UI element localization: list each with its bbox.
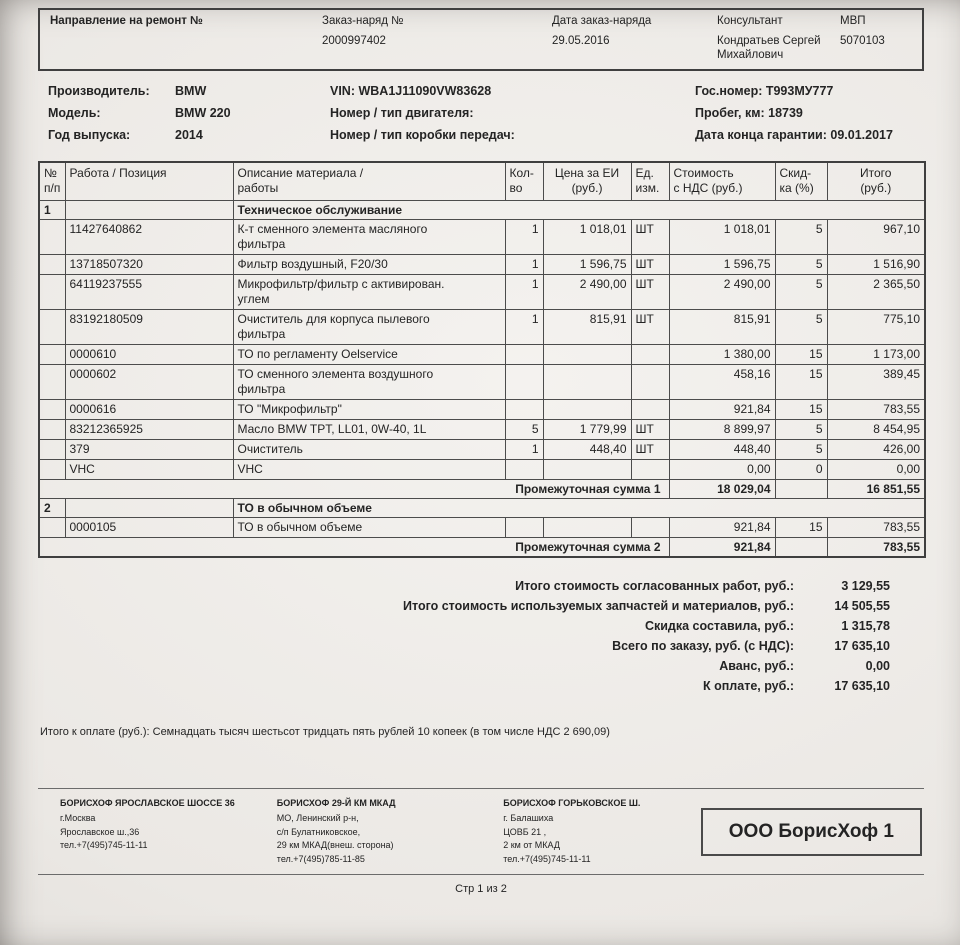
vehicle-row — [38, 80, 924, 102]
table-row — [39, 399, 925, 419]
totals-label: Всего по заказу, руб. (с НДС): — [612, 638, 794, 653]
cell-unit — [631, 344, 669, 364]
totals-value: 17 635,10 — [834, 678, 890, 693]
cell-npp — [39, 459, 65, 479]
branch-address-line: 29 км МКАД(внеш. сторона) — [276, 840, 394, 851]
cell-description: Масло BMW TPT, LL01, 0W-40, 1L — [233, 419, 505, 439]
cell-unit: ШТ — [631, 419, 669, 439]
cell-npp — [39, 344, 65, 364]
cell-description: ТО "Микрофильтр" — [233, 399, 505, 419]
cell-qty — [505, 399, 543, 419]
cell-qty: 1 — [505, 254, 543, 274]
table-row — [39, 309, 925, 344]
cell-total: 1 516,90 — [827, 254, 925, 274]
table-row — [39, 274, 925, 309]
year-label: Год выпуска: — [48, 127, 131, 142]
cell-npp — [39, 419, 65, 439]
subtotal-discount — [775, 537, 827, 557]
col-cost-vat: Стоимость с НДС (руб.) — [669, 162, 775, 201]
vin: VIN: WBA1J11090VW83628 — [330, 83, 492, 98]
cell-unit-price: 1 779,99 — [543, 419, 631, 439]
mileage: Пробег, км: 18739 — [695, 105, 803, 120]
subtotal-label: Промежуточная сумма 2 — [39, 537, 669, 557]
cell-cost: 1 380,00 — [669, 344, 775, 364]
table-row — [39, 459, 925, 479]
branch-address-line: МО, Ленинский р-н, — [276, 813, 359, 824]
order-header-box — [38, 8, 924, 71]
branch-address-line: тел.+7(495)745-11-11 — [60, 840, 148, 851]
col-unit: Ед. изм. — [631, 162, 669, 201]
cell-cost: 448,40 — [669, 439, 775, 459]
subtotal-row — [39, 537, 925, 557]
totals-block — [38, 576, 924, 696]
cell-npp — [39, 399, 65, 419]
cell-npp — [39, 364, 65, 399]
cell-discount: 5 — [775, 419, 827, 439]
totals-label: Итого стоимость используемых запчастей и материалов, руб.: — [403, 598, 794, 613]
consultant-cell — [717, 15, 840, 63]
cell-discount: 5 — [775, 274, 827, 309]
col-npp: № п/п — [39, 162, 65, 201]
warranty-end-date: Дата конца гарантии: 09.01.2017 — [695, 127, 893, 142]
cell-qty — [505, 344, 543, 364]
section-spacer — [65, 200, 233, 219]
cell-total: 775,10 — [827, 309, 925, 344]
section-number: 2 — [39, 498, 65, 517]
model-label: Модель: — [48, 105, 101, 120]
cell-cost: 8 899,97 — [669, 419, 775, 439]
year-value: 2014 — [175, 127, 203, 142]
cell-unit-price — [543, 459, 631, 479]
mvp-cell — [840, 15, 922, 63]
section-number: 1 — [39, 200, 65, 219]
cell-position-code: 64119237555 — [65, 274, 233, 309]
branch-name: БОРИСХОФ ЯРОСЛАВСКОЕ ШОССЕ 36 — [60, 797, 235, 808]
order-number-value: 2000997402 — [322, 35, 386, 47]
cell-cost: 921,84 — [669, 399, 775, 419]
referral-label: Направление на ремонт № — [50, 15, 203, 27]
section-title: Техническое обслуживание — [233, 200, 925, 219]
mvp-label: МВП — [840, 15, 866, 27]
cell-discount: 5 — [775, 439, 827, 459]
cell-qty: 1 — [505, 309, 543, 344]
cell-description: Микрофильтр/фильтр с активирован. углем — [233, 274, 505, 309]
cell-cost: 458,16 — [669, 364, 775, 399]
cell-cost: 1 018,01 — [669, 219, 775, 254]
cell-position-code: 0000616 — [65, 399, 233, 419]
cell-description: ТО в обычном объеме — [233, 517, 505, 537]
cell-unit: ШТ — [631, 439, 669, 459]
totals-row — [38, 636, 924, 656]
cell-description: VHC — [233, 459, 505, 479]
branch-address-line: тел.+7(495)785-11-85 — [276, 853, 365, 864]
branch-block — [503, 797, 701, 867]
branch-address-line: 2 км от МКАД — [503, 840, 560, 851]
branch-name: БОРИСХОФ ГОРЬКОВСКОЕ Ш. — [503, 797, 641, 808]
col-description: Описание материала / работы — [233, 162, 505, 201]
cell-total: 426,00 — [827, 439, 925, 459]
totals-value: 17 635,10 — [834, 638, 890, 653]
cell-unit: ШТ — [631, 219, 669, 254]
cell-total: 8 454,95 — [827, 419, 925, 439]
page-number: Стр 1 из 2 — [455, 883, 507, 896]
col-position: Работа / Позиция — [65, 162, 233, 201]
cell-discount: 5 — [775, 254, 827, 274]
cell-total: 783,55 — [827, 399, 925, 419]
cell-qty: 1 — [505, 219, 543, 254]
cell-npp — [39, 219, 65, 254]
table-row — [39, 364, 925, 399]
cell-description: К-т сменного элемента масляного фильтра — [233, 219, 505, 254]
subtotal-total: 783,55 — [827, 537, 925, 557]
cell-qty — [505, 459, 543, 479]
totals-row — [38, 576, 924, 596]
totals-row — [38, 656, 924, 676]
cell-cost: 921,84 — [669, 517, 775, 537]
mvp-value: 5070103 — [840, 35, 885, 47]
branch-name: БОРИСХОФ 29-Й КМ МКАД — [276, 797, 396, 808]
cell-npp — [39, 254, 65, 274]
branch-address-line: г. Балашиха — [503, 813, 554, 824]
cell-description: ТО сменного элемента воздушного фильтра — [233, 364, 505, 399]
col-unit-price: Цена за ЕИ (руб.) — [543, 162, 631, 201]
subtotal-cost: 18 029,04 — [669, 479, 775, 498]
table-row — [39, 439, 925, 459]
section-header-row — [39, 200, 925, 219]
cell-npp — [39, 309, 65, 344]
cell-position-code: 13718507320 — [65, 254, 233, 274]
cell-description: Очиститель — [233, 439, 505, 459]
branch-address-line: Ярославское ш.,36 — [60, 826, 140, 837]
cell-discount: 5 — [775, 309, 827, 344]
vehicle-row — [38, 102, 924, 124]
cell-total: 389,45 — [827, 364, 925, 399]
manufacturer-label: Производитель: — [48, 83, 150, 98]
cell-discount: 0 — [775, 459, 827, 479]
cell-position-code: 11427640862 — [65, 219, 233, 254]
branch-block — [277, 797, 503, 867]
cell-npp — [39, 517, 65, 537]
company-name-box: ООО БорисХоф 1 — [701, 808, 922, 856]
cell-unit — [631, 459, 669, 479]
totals-label: Итого стоимость согласованных работ, руб.: — [515, 578, 794, 593]
subtotal-row — [39, 479, 925, 498]
subtotal-label: Промежуточная сумма 1 — [39, 479, 669, 498]
totals-value: 0,00 — [865, 658, 890, 673]
cell-qty — [505, 364, 543, 399]
cell-unit-price: 1 018,01 — [543, 219, 631, 254]
cell-unit-price: 815,91 — [543, 309, 631, 344]
col-discount: Скид- ка (%) — [775, 162, 827, 201]
table-row — [39, 517, 925, 537]
cell-total: 1 173,00 — [827, 344, 925, 364]
col-total: Итого (руб.) — [827, 162, 925, 201]
branch-address-line: с/п Булатниковское, — [276, 826, 361, 837]
cell-unit-price: 448,40 — [543, 439, 631, 459]
cell-qty: 1 — [505, 439, 543, 459]
amount-in-words: Итого к оплате (руб.): Семнадцать тысяч шестьсот тридцать пять рублей 10 копеек (в том числе НДС 2 690,09) — [40, 725, 610, 738]
manufacturer-value: BMW — [175, 83, 207, 98]
subtotal-cost: 921,84 — [669, 537, 775, 557]
cell-cost: 815,91 — [669, 309, 775, 344]
cell-discount: 15 — [775, 517, 827, 537]
cell-total: 783,55 — [827, 517, 925, 537]
cell-cost: 2 490,00 — [669, 274, 775, 309]
subtotal-total: 16 851,55 — [827, 479, 925, 498]
table-row — [39, 419, 925, 439]
cell-unit-price — [543, 517, 631, 537]
plate-number: Гос.номер: Т993МУ777 — [695, 83, 834, 98]
cell-discount: 5 — [775, 219, 827, 254]
order-date-value: 29.05.2016 — [552, 35, 610, 47]
work-table — [38, 161, 926, 558]
vehicle-row — [38, 124, 924, 146]
totals-label: Скидка составила, руб.: — [644, 618, 794, 633]
cell-total: 2 365,50 — [827, 274, 925, 309]
cell-qty: 5 — [505, 419, 543, 439]
cell-position-code: VHC — [65, 459, 233, 479]
branch-address-line: тел.+7(495)745-11-11 — [503, 853, 591, 864]
model-value: BMW 220 — [175, 105, 231, 120]
table-header-row — [39, 162, 925, 201]
section-header-row — [39, 498, 925, 517]
table-row — [39, 254, 925, 274]
cell-qty — [505, 517, 543, 537]
totals-label: К оплате, руб.: — [703, 678, 794, 693]
consultant-label: Консультант — [717, 15, 783, 27]
totals-row — [38, 676, 924, 696]
cell-position-code: 0000105 — [65, 517, 233, 537]
gearbox-type-label: Номер / тип коробки передач: — [330, 127, 515, 142]
order-date-cell — [552, 15, 717, 63]
referral-cell — [50, 15, 322, 63]
totals-value: 1 315,78 — [841, 618, 890, 633]
cell-position-code: 0000602 — [65, 364, 233, 399]
section-title: ТО в обычном объеме — [233, 498, 925, 517]
section-spacer — [65, 498, 233, 517]
cell-unit: ШТ — [631, 254, 669, 274]
table-row — [39, 219, 925, 254]
subtotal-discount — [775, 479, 827, 498]
cell-position-code: 0000610 — [65, 344, 233, 364]
cell-unit — [631, 517, 669, 537]
cell-position-code: 83192180509 — [65, 309, 233, 344]
col-qty: Кол- во — [505, 162, 543, 201]
totals-label: Аванс, руб.: — [719, 658, 794, 673]
branch-block — [60, 797, 277, 853]
totals-value: 3 129,55 — [841, 578, 890, 593]
cell-unit-price — [543, 344, 631, 364]
cell-unit-price: 1 596,75 — [543, 254, 631, 274]
cell-cost: 0,00 — [669, 459, 775, 479]
cell-qty: 1 — [505, 274, 543, 309]
cell-npp — [39, 274, 65, 309]
vehicle-info — [38, 80, 924, 146]
totals-row — [38, 596, 924, 616]
cell-description: Очиститель для корпуса пылевого фильтра — [233, 309, 505, 344]
cell-unit — [631, 399, 669, 419]
cell-unit: ШТ — [631, 309, 669, 344]
cell-total: 967,10 — [827, 219, 925, 254]
cell-description: ТО по регламенту Oelservice — [233, 344, 505, 364]
cell-unit-price — [543, 399, 631, 419]
cell-npp — [39, 439, 65, 459]
cell-unit — [631, 364, 669, 399]
cell-description: Фильтр воздушный, F20/30 — [233, 254, 505, 274]
cell-unit: ШТ — [631, 274, 669, 309]
totals-value: 14 505,55 — [834, 598, 890, 613]
branch-address-line: г.Москва — [60, 813, 96, 824]
footer — [38, 788, 924, 876]
cell-discount: 15 — [775, 364, 827, 399]
consultant-name: Кондратьев Сергей Михайлович — [717, 35, 821, 62]
cell-unit-price — [543, 364, 631, 399]
table-row — [39, 344, 925, 364]
branch-address-line: ЦОВБ 21 , — [503, 826, 547, 837]
cell-cost: 1 596,75 — [669, 254, 775, 274]
totals-row — [38, 616, 924, 636]
cell-discount: 15 — [775, 344, 827, 364]
order-date-label: Дата заказ-наряда — [552, 15, 652, 27]
cell-unit-price: 2 490,00 — [543, 274, 631, 309]
cell-position-code: 83212365925 — [65, 419, 233, 439]
engine-type-label: Номер / тип двигателя: — [330, 105, 474, 120]
cell-discount: 15 — [775, 399, 827, 419]
cell-position-code: 379 — [65, 439, 233, 459]
order-number-cell — [322, 15, 552, 63]
order-number-label: Заказ-наряд № — [322, 15, 404, 27]
cell-total: 0,00 — [827, 459, 925, 479]
